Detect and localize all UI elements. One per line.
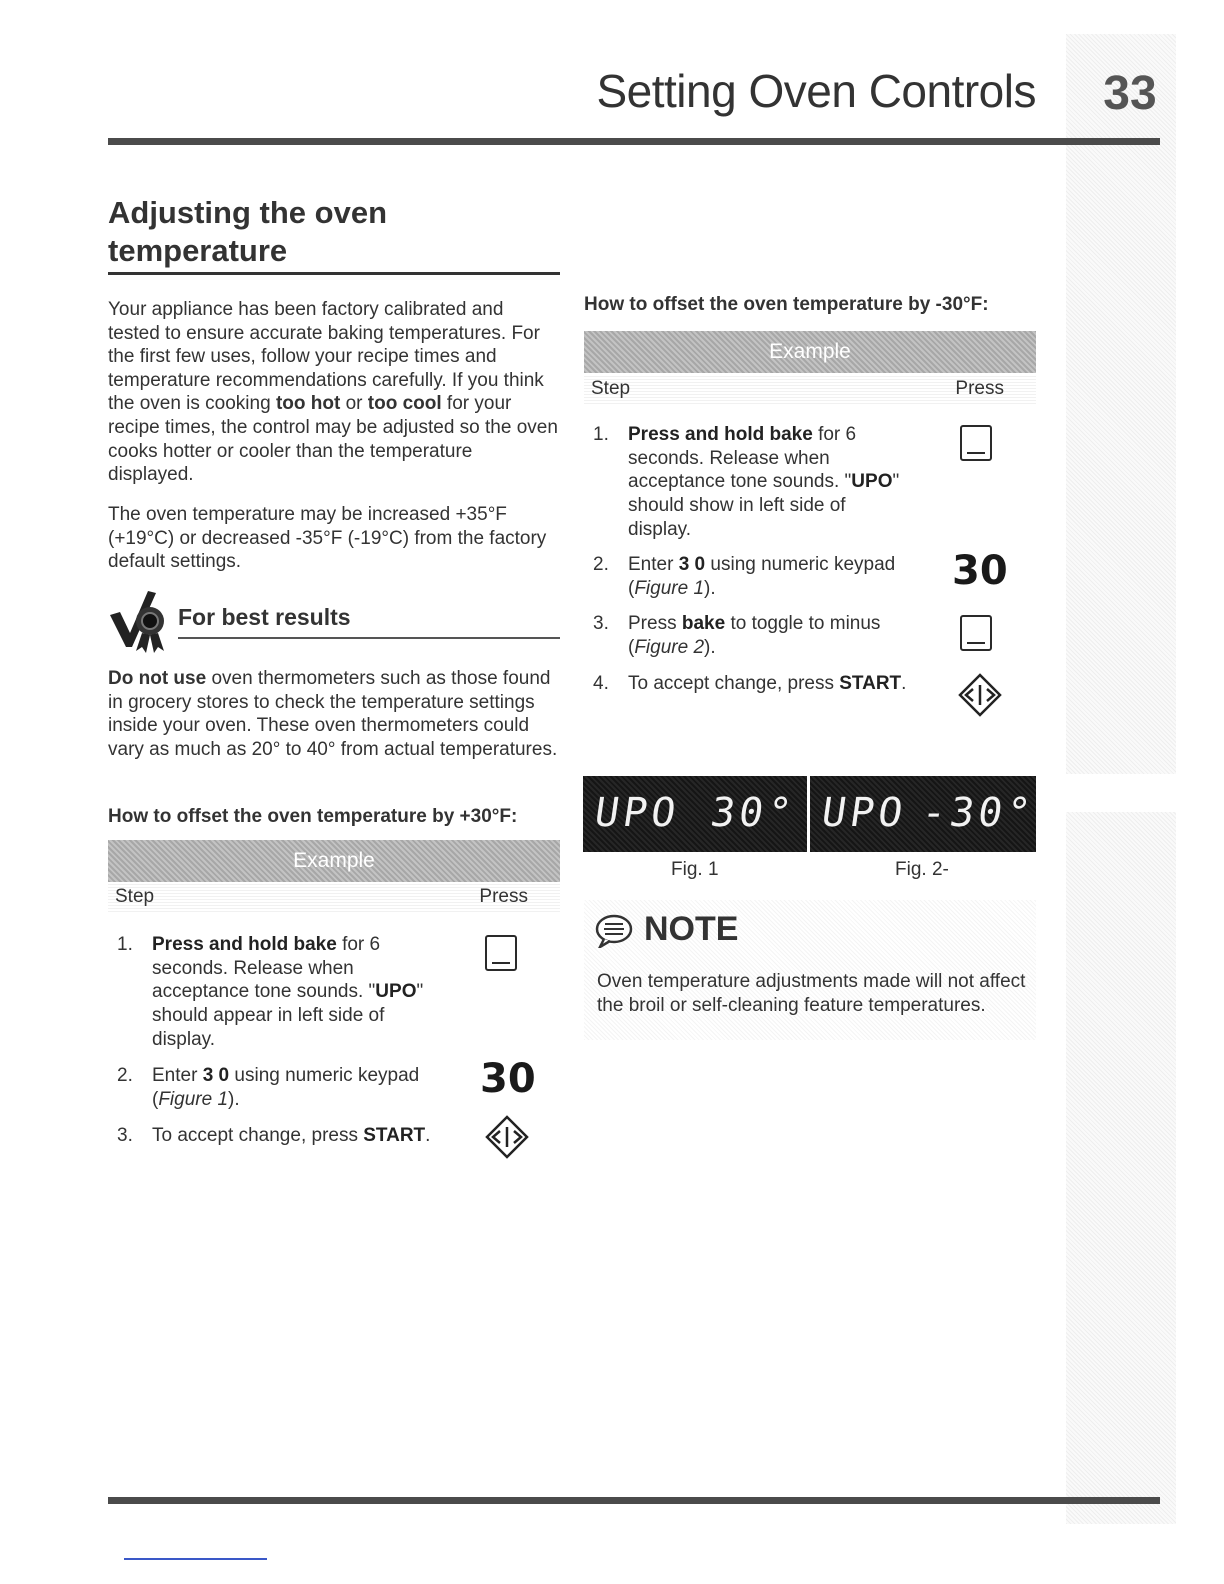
numeric-key-30: 30 — [480, 1056, 536, 1102]
section-title — [108, 194, 560, 270]
bake-key-icon — [485, 935, 517, 971]
section-divider — [108, 272, 560, 275]
page-number: 33 — [1103, 67, 1157, 120]
bake-key-icon — [960, 425, 992, 461]
display-mode-text: UPO — [818, 790, 910, 836]
figure-2-display — [810, 776, 1036, 852]
intro-paragraph: Your appliance has been factory calibrated and tested to ensure accurate baking temperatures. For the first few uses, follow your recipe times and temperature recommendations carefully. If you think the oven is cooking too hot or too cool for your recipe times, the control may be adjusted so the oven cooks hotter or cooler than the temperature displayed. — [108, 299, 558, 486]
footer-link-line — [124, 1558, 267, 1560]
offset-plus-example-bar: Example — [108, 840, 560, 882]
note-text: Oven temperature adjustments made will not affect the broil or self-cleaning feature temperatures. — [597, 971, 1026, 1016]
start-key-icon — [958, 673, 1002, 717]
display-value-text: -30° — [918, 790, 1038, 836]
best-results-divider — [178, 637, 560, 639]
display-mode-text: UPO — [591, 790, 683, 836]
bottom-divider — [108, 1497, 1160, 1504]
offset-minus-heading: How to offset the oven temperature by -30°F: — [584, 294, 989, 315]
top-divider — [108, 138, 1160, 145]
press-column-header: Press — [479, 886, 528, 907]
offset-minus-table-header — [584, 376, 1036, 404]
range-paragraph: The oven temperature may be increased +35°F (+19°C) or decreased -35°F (-19°C) from the factory default settings. — [108, 504, 547, 573]
press-column-header: Press — [955, 378, 1004, 399]
numeric-key-30: 30 — [952, 548, 1008, 594]
best-results-text: Do not use oven thermometers such as those found in grocery stores to check the temperature settings inside your oven. These oven thermometers could vary as much as 20° to 40° from actual temperatures. — [108, 668, 558, 760]
figure-1-display — [583, 776, 807, 852]
display-value-text: 30° — [707, 790, 799, 836]
offset-plus-heading: How to offset the oven temperature by +30°F: — [108, 806, 518, 827]
figure-1-caption: Fig. 1 — [671, 859, 719, 880]
step-column-header: Step — [591, 378, 631, 399]
note-title: NOTE — [644, 910, 739, 948]
side-tab-background — [1066, 34, 1176, 1524]
offset-minus-example-bar: Example — [584, 331, 1036, 373]
page-title: Setting Oven Controls — [596, 65, 1036, 117]
section-title-line2: temperature — [108, 233, 288, 268]
step-column-header: Step — [115, 886, 155, 907]
best-results-title: For best results — [178, 604, 351, 630]
figure-2-caption: Fig. 2- — [895, 859, 949, 880]
section-title-line1: Adjusting the oven — [108, 195, 387, 230]
ribbon-checkmark-icon — [108, 585, 174, 655]
bake-key-icon — [960, 615, 992, 651]
note-speech-bubble-icon — [594, 914, 634, 948]
offset-plus-table-header — [108, 884, 560, 912]
start-key-icon — [485, 1115, 529, 1159]
